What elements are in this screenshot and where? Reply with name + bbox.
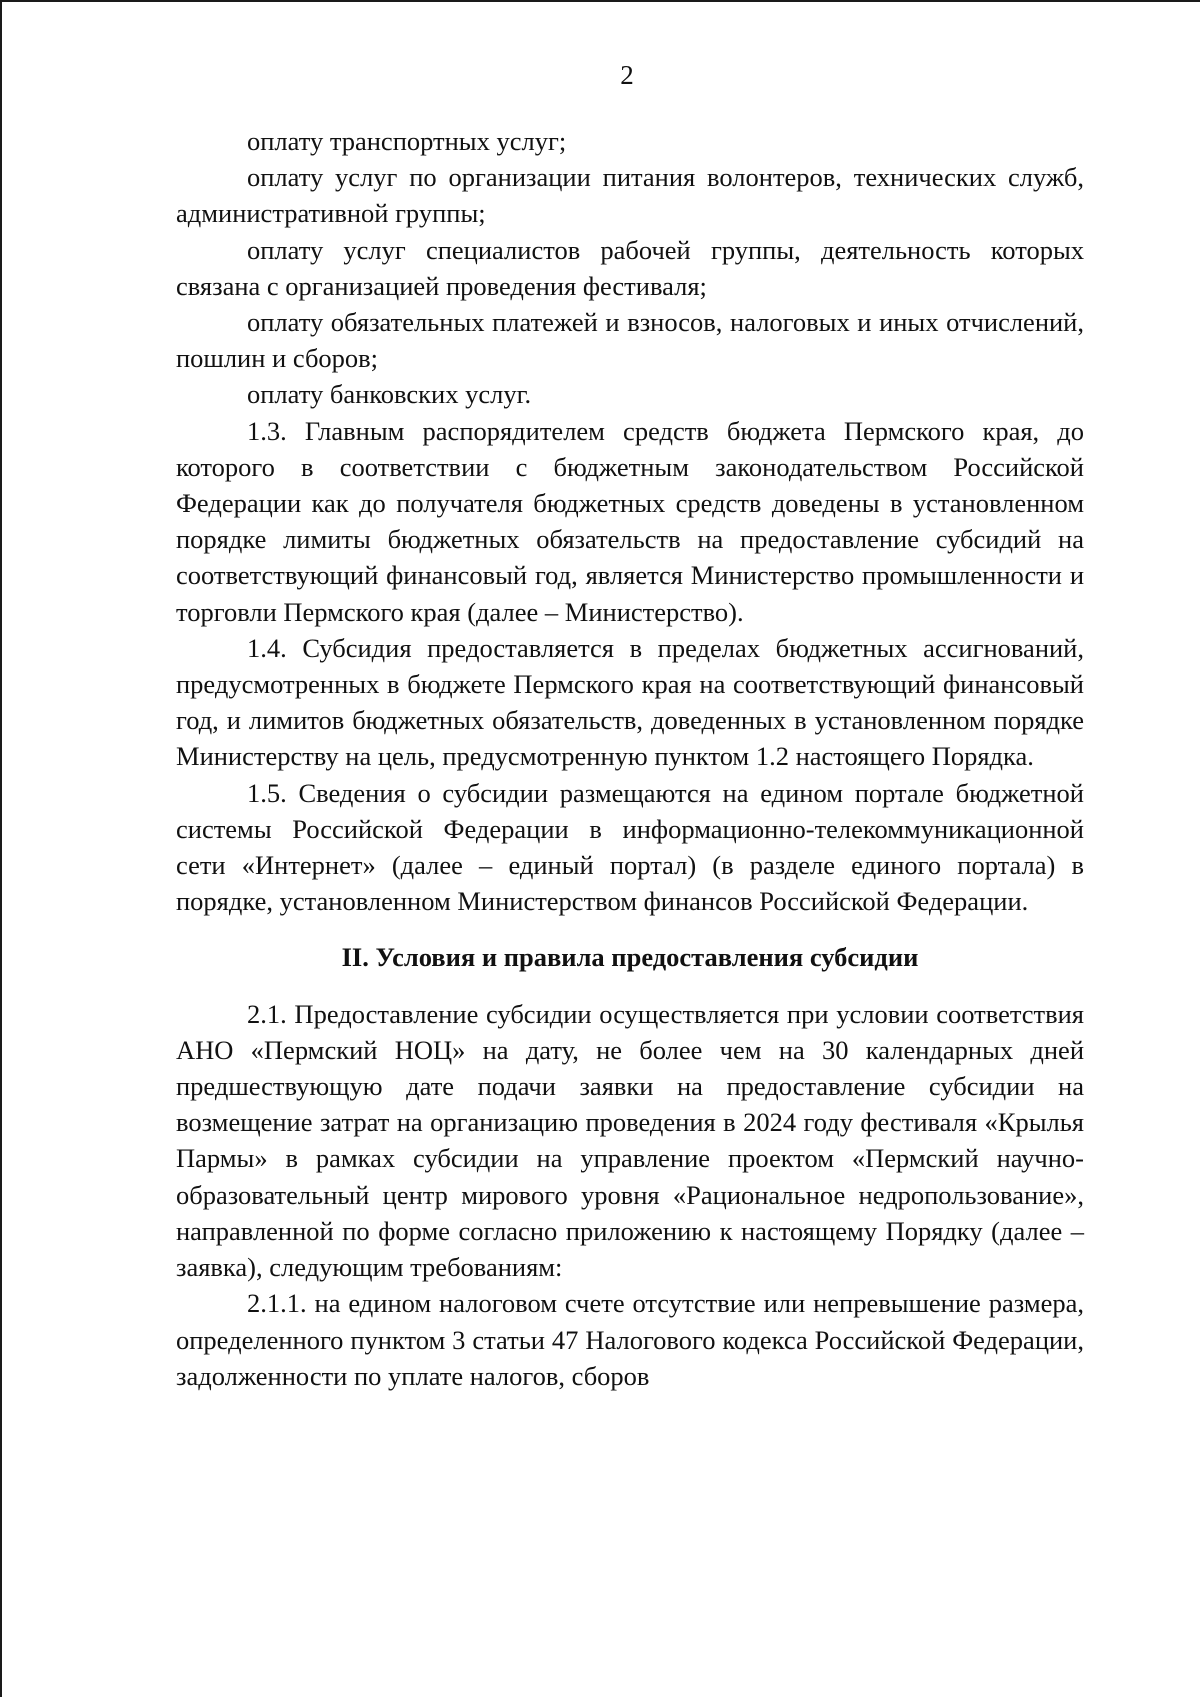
paragraph-1-3: 1.3. Главным распорядителем средств бюджета Пермского края, до которого в соответствии с бюджетным законодательством Российской Федерации как до получателя бюджетных средств доведены в установленном порядке лимиты бюджетных обязательств на предоставление субсидий на соответствующий финансовый год, является Министерство промышленности и торговли Пермского края (далее – Министерство). bbox=[176, 415, 1084, 627]
paragraph-2-1: 2.1. Предоставление субсидии осуществляется при условии соответствия АНО «Пермский НОЦ» на дату, не более чем на 30 календарных дней предшествующую дате подачи заявки на предоставление субсидии на возмещение затрат на организацию проведения в 2024 году фестиваля «Крылья Пармы» в рамках субсидии на управление проектом «Пермский научно-образовательный центр мирового уровня «Рациональное недропользование», направленной по форме согласно приложению к настоящему Порядку (далее – заявка), следующим требованиям: bbox=[176, 998, 1084, 1283]
paragraph-catering: оплату услуг по организации питания волонтеров, технических служб, административной группы; bbox=[176, 162, 1084, 229]
paragraph-1-4: 1.4. Субсидия предоставляется в пределах бюджетных ассигнований, предусмотренных в бюджете Пермского края на соответствующий финансовый год, и лимитов бюджетных обязательств, доведенных в установленном порядке Министерству на цель, предусмотренную пунктом 1.2 настоящего Порядка. bbox=[176, 632, 1084, 772]
document-body bbox=[176, 123, 1084, 1394]
paragraph-mandatory-payments: оплату обязательных платежей и взносов, налоговых и иных отчислений, пошлин и сборов; bbox=[176, 307, 1084, 374]
paragraph-specialists: оплату услуг специалистов рабочей группы, деятельность которых связана с организацией проведения фестиваля; bbox=[176, 234, 1084, 301]
page-number: 2 bbox=[620, 60, 634, 90]
paragraph-bank-services: оплату банковских услуг. bbox=[247, 379, 532, 410]
section-heading: II. Условия и правила предоставления субсидии bbox=[341, 942, 919, 973]
paragraph-2-1-1: 2.1.1. на едином налоговом счете отсутствие или непревышение размера, определенного пунктом 3 статьи 47 Налогового кодекса Российской Федерации, задолженности по уплате налогов, сборов bbox=[176, 1288, 1084, 1391]
paragraph-transport: оплату транспортных услуг; bbox=[247, 126, 567, 156]
paragraph-1-5: 1.5. Сведения о субсидии размещаются на едином портале бюджетной системы Российской Федерации в информационно-телекоммуникационной сети «Интернет» (далее – единый портал) (в разделе единого портала) в порядке, установленном Министерством финансов Российской Федерации. bbox=[176, 777, 1084, 917]
